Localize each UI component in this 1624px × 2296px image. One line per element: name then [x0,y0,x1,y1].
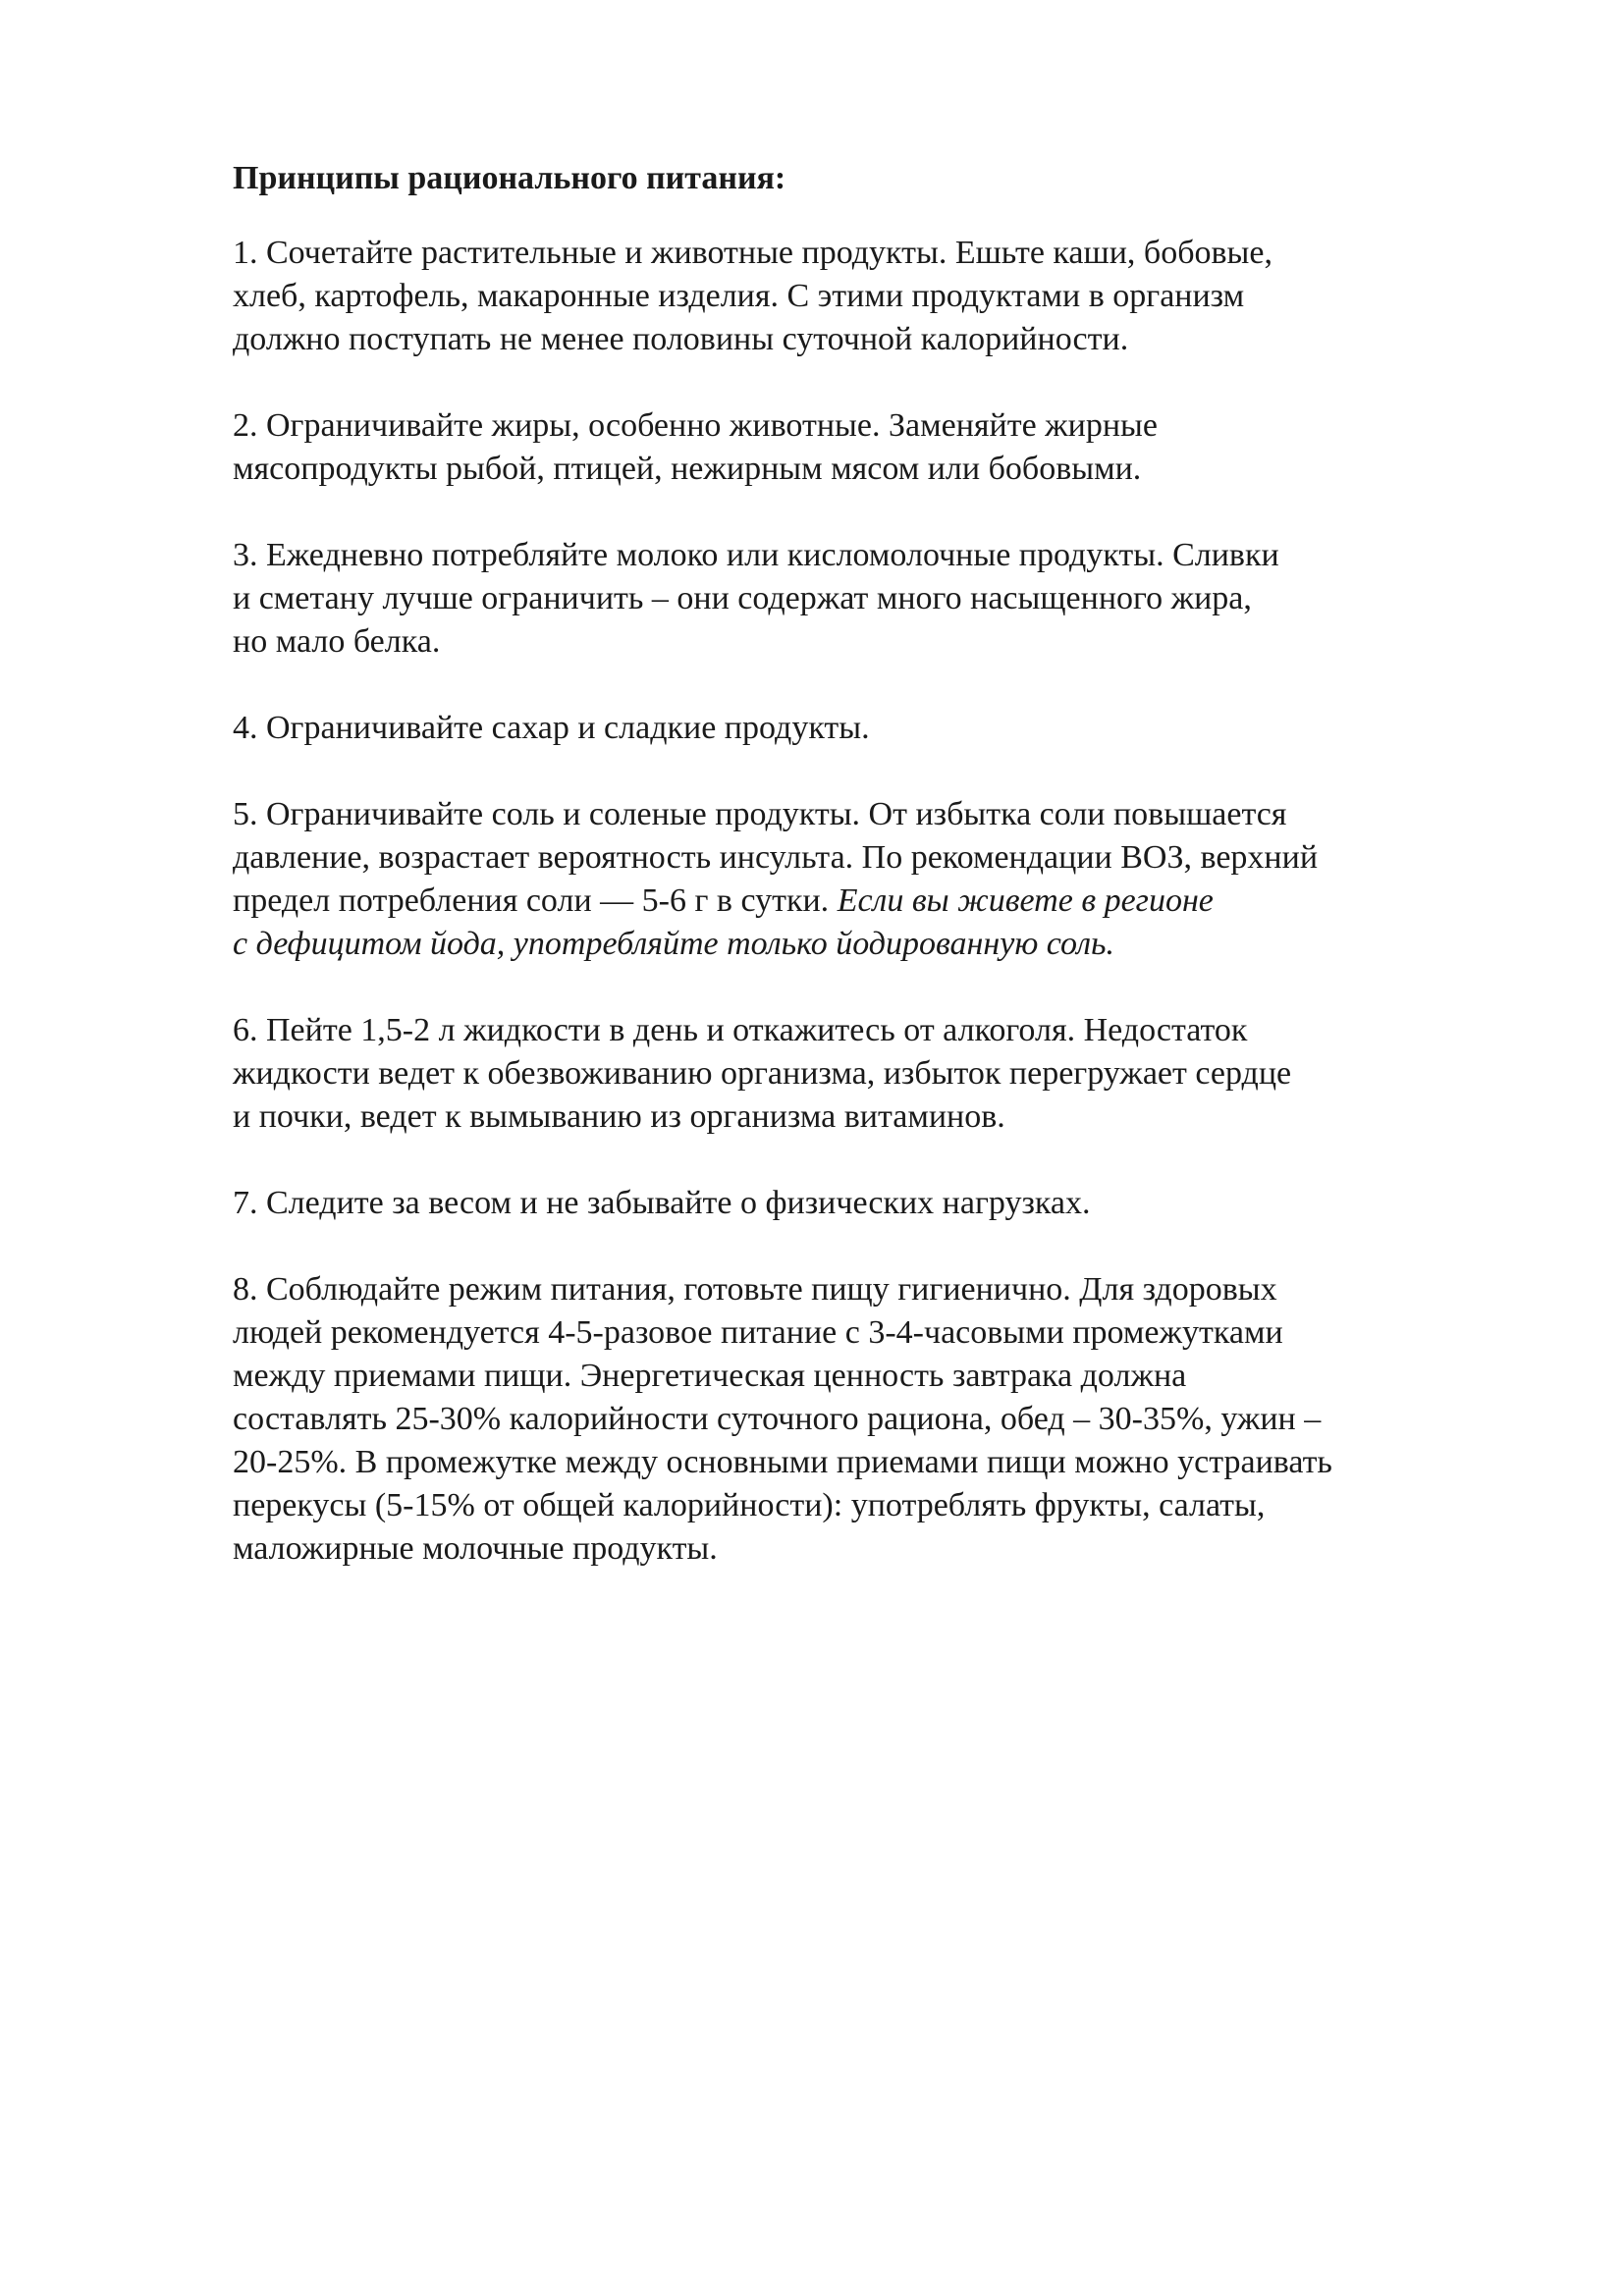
list-item-line: хлеб, картофель, макаронные изделия. С этими продуктами в организм [233,278,1245,314]
list-item-line: мясопродукты рыбой, птицей, нежирным мясом или бобовыми. [233,451,1142,487]
list-item-line: должно поступать не менее половины суточной калорийности. [233,321,1129,357]
list-item-7 [233,1182,1529,1225]
list-item-line: и сметану лучше ограничить – они содержат много насыщенного жира, [233,580,1252,616]
list-item-line: 8. Соблюдайте режим питания, готовьте пищу гигиенично. Для здоровых [233,1271,1277,1308]
list-item-3 [233,534,1529,664]
list-item-line: давление, возрастает вероятность инсульта. По рекомендации ВОЗ, верхний [233,839,1319,876]
list-item-line: 3. Ежедневно потребляйте молоко или кисломолочные продукты. Сливки [233,537,1279,573]
list-item-8 [233,1268,1529,1571]
list-item-line-mixed [233,880,1529,923]
list-item-4 [233,707,1529,750]
list-item-6 [233,1009,1529,1139]
list-item-italic-line: с дефицитом йода, употребляйте только йодированную соль. [233,926,1114,962]
list-item-line: 1. Сочетайте растительные и животные продукты. Ешьте каши, бобовые, [233,235,1272,271]
list-item-1 [233,232,1529,361]
list-item-line: составлять 25-30% калорийности суточного рациона, обед – 30-35%, ужин – [233,1401,1322,1437]
list-item-italic-text: Если вы живете в регионе [837,882,1214,919]
list-item-line: маложирные молочные продукты. [233,1530,718,1567]
list-item-line: перекусы (5-15% от общей калорийности): употреблять фрукты, салаты, [233,1487,1266,1523]
list-item-line: 7. Следите за весом и не забывайте о физических нагрузках. [233,1185,1091,1221]
list-item-line: людей рекомендуется 4-5-разовое питание с 3-4-часовыми промежутками [233,1314,1283,1351]
list-item-line: 5. Ограничивайте соль и соленые продукты. От избытка соли повышается [233,796,1287,832]
list-item-line: 6. Пейте 1,5-2 л жидкости в день и откажитесь от алкоголя. Недостаток [233,1012,1248,1048]
document-page [233,157,1529,1614]
list-item-text: предел потребления соли — 5-6 г в сутки. [233,882,838,919]
list-item-line: 20-25%. В промежутке между основными приемами пищи можно устраивать [233,1444,1332,1480]
list-item-line: 4. Ограничивайте сахар и сладкие продукты. [233,710,870,746]
document-title: Принципы рационального питания: [233,160,786,196]
list-item-line: между приемами пищи. Энергетическая ценность завтрака должна [233,1358,1187,1394]
list-item-line: жидкости ведет к обезвоживанию организма, избыток перегружает сердце [233,1055,1292,1092]
list-item-5 [233,793,1529,966]
list-item-2 [233,404,1529,491]
list-item-line: 2. Ограничивайте жиры, особенно животные. Заменяйте жирные [233,407,1158,444]
list-item-line: но мало белка. [233,623,441,660]
list-item-line: и почки, ведет к вымыванию из организма витаминов. [233,1098,1005,1135]
